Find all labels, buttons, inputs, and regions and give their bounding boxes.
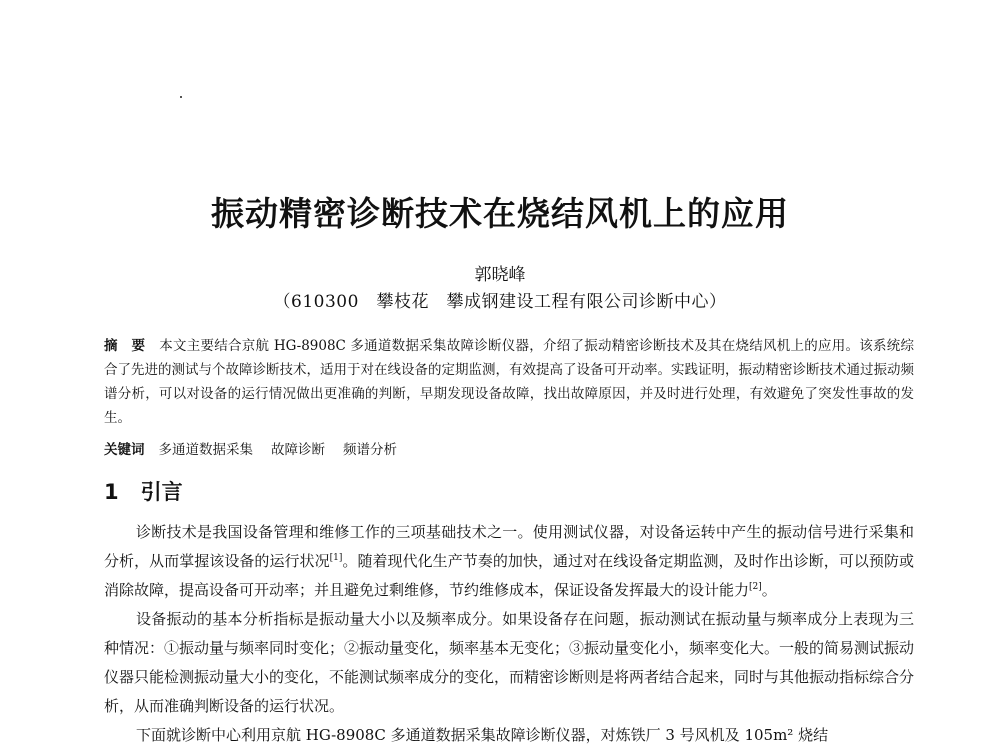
keyword-item: 故障诊断 <box>271 442 325 458</box>
author-name: 郭晓峰 <box>474 265 526 285</box>
paragraph-text: 。随着现代化生产节奏的加快，通过对在线设备定期监测，及时作出诊断，可以预防或消除故障，提高设备可开动率；并且避免过剩维修，节约维修成本，保证设备发挥最大的设计能力 <box>104 552 914 599</box>
author-affiliation: （610300 攀枝花 攀成钢建设工程有限公司诊断中心） <box>273 292 727 312</box>
keyword-item: 多通道数据采集 <box>158 442 253 458</box>
citation: [1] <box>329 553 343 563</box>
paragraph <box>104 518 914 605</box>
keyword-item: 频谱分析 <box>343 442 397 458</box>
paragraph-text: 诊断技术是我国设备管理和维修工作的三项基础技术之一。使用测试仪器，对设备运转中产生的振动信号进行采集和分析，从而掌握该设备的运行状况 <box>104 523 914 570</box>
paragraph-text: 。 <box>761 581 777 599</box>
paragraph: 设备振动的基本分析指标是振动量大小以及频率成分。如果设备存在问题，振动测试在振动量与频率成分上表现为三种情况：①振动量与频率同时变化；②振动量变化，频率基本无变化；③振动量变化小，频率变化大。一般的简易测试振动仪器只能检测振动量大小的变化，不能测试频率成分的变化，而精密诊断则是将两者结合起来，同时与其他振动指标综合分析，从而准确判断设备的运行状况。 <box>104 610 915 715</box>
paper-title: 振动精密诊断技术在烧结风机上的应用 <box>211 194 789 233</box>
section-title: 引言 <box>140 480 183 504</box>
paragraph: 下面就诊断中心利用京航 HG-8908C 多通道数据采集故障诊断仪器，对炼铁厂 3 号风机及 105m² 烧结 <box>136 726 829 744</box>
section-heading <box>104 476 183 506</box>
section-number: 1 <box>104 480 119 504</box>
keywords-block <box>104 438 914 462</box>
abstract-label: 摘 要 <box>104 338 146 354</box>
abstract-block <box>104 334 914 430</box>
abstract-text: 本文主要结合京航 HG-8908C 多通道数据采集故障诊断仪器，介绍了振动精密诊断技术及其在烧结风机上的应用。该系统综合了先进的测试与个故障诊断技术，适用于对在线设备的定期监测，有效提高了设备可开动率。实践证明，振动精密诊断技术通过振动频谱分析，可以对设备的运行情况做出更准确的判断，早期发现设备故障，找出故障原因，并及时进行处理，有效避免了突发性事故的发生。 <box>104 338 915 426</box>
scan-speck <box>180 96 182 98</box>
body-text <box>104 518 914 750</box>
keywords-label: 关键词 <box>104 442 145 458</box>
citation: [2] <box>749 582 762 592</box>
